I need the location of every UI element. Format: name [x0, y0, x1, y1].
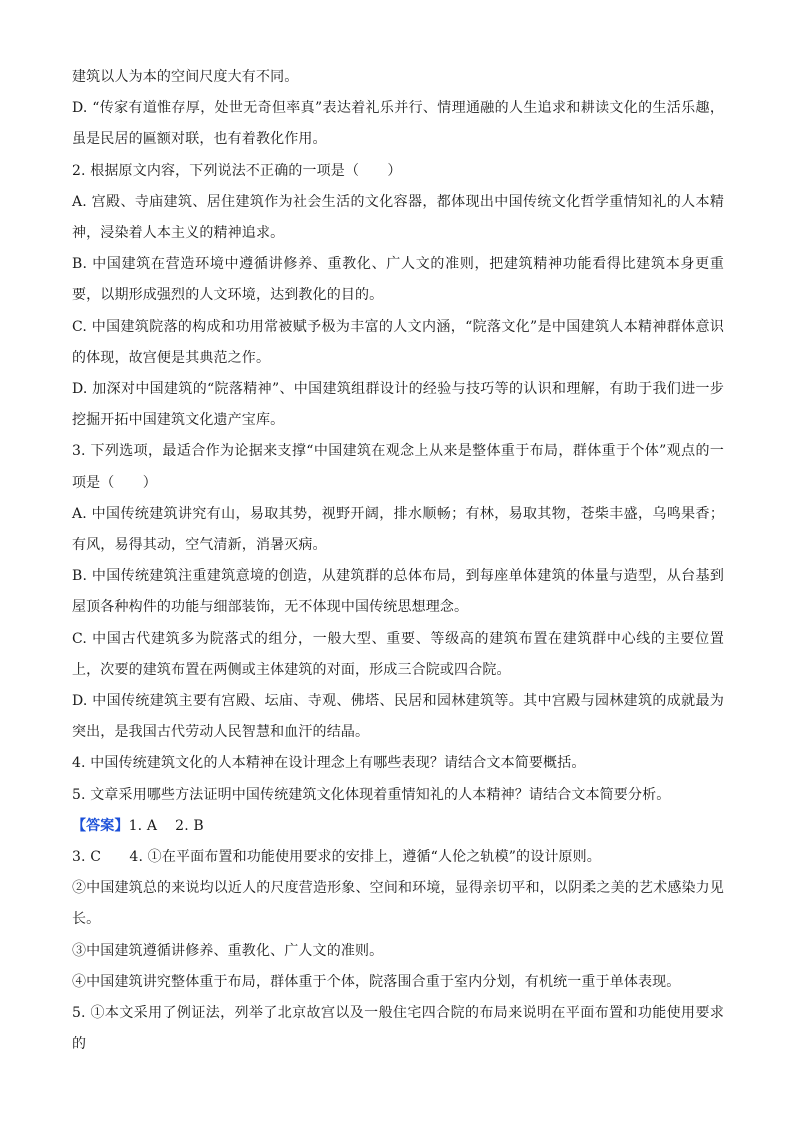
question-2-option-a: A. 宫殿、寺庙建筑、居住建筑作为社会生活的文化容器，都体现出中国传统文化哲学重情知礼的人本精神，浸染着人本主义的精神追求。 — [72, 193, 724, 242]
document-body — [72, 62, 724, 1061]
question-3: 3. 下列选项，最适合作为论据来支撑“中国建筑在观念上从来是整体重于布局，群体重于个体”观点的一项是（ ） — [72, 443, 724, 491]
answer-1: 1. A — [128, 817, 158, 834]
question-2-option-b: B. 中国建筑在营造环境中遵循讲修养、重教化、广人文的准则，把建筑精神功能看得比建筑本身更重要，以期形成强烈的人文环境，达到教化的目的。 — [72, 256, 724, 304]
question-2-option-d: D. 加深对中国建筑的“院落精神”、中国建筑组群设计的经验与技巧等的认识和理解，有助于我们进一步挖掘开拓中国建筑文化遗产宝库。 — [72, 381, 724, 429]
question-2-option-c: C. 中国建筑院落的构成和功用常被赋予极为丰富的人文内涵，“院落文化”是中国建筑人本精神群体意识的体现，故宫便是其典范之作。 — [72, 318, 724, 366]
answer-4-point-3: ③中国建筑遵循讲修养、重教化、广人文的准则。 — [72, 942, 384, 959]
answer-4-point-4: ④中国建筑讲究整体重于布局，群体重于个体，院落围合重于室内分划，有机统一重于单体表现。 — [72, 973, 681, 990]
answer-2: 2. B — [175, 817, 204, 834]
question-5: 5. 文章采用哪些方法证明中国传统建筑文化体现着重情知礼的人本精神？请结合文本简要分析。 — [72, 786, 671, 803]
question-3-option-a: A. 中国传统建筑讲究有山，易取其势，视野开阔，排水顺畅；有林，易取其物，苍柴丰盛，乌鸣果香；有风，易得其动，空气清新，消暑灭病。 — [72, 505, 724, 554]
question-3-option-d: D. 中国传统建筑主要有宫殿、坛庙、寺观、佛塔、民居和园林建筑等。其中宫殿与园林建筑的成就最为突出，是我国古代劳动人民智慧和血汗的结晶。 — [72, 693, 724, 741]
answer-4-point-2: ②中国建筑总的来说均以近人的尺度营造形象、空间和环境，显得亲切平和，以阴柔之美的艺术感染力见长。 — [72, 880, 724, 928]
question-4: 4. 中国传统建筑文化的人本精神在设计理念上有哪些表现？请结合文本简要概括。 — [72, 755, 586, 772]
answer-5-point-1: 5. ①本文采用了例证法，列举了北京故宫以及一般住宅四合院的布局来说明在平面布置和功能使用要求的 — [72, 1005, 724, 1053]
answer-3-and-4-point-1: 3. C 4. ①在平面布置和功能使用要求的安排上，遵循“人伦之轨模”的设计原则。 — [72, 849, 601, 866]
answer-line — [72, 811, 724, 842]
answer-label: 【答案】 — [72, 817, 129, 834]
option-d-previous-question: D. “传家有道惟存厚，处世无奇但率真”表达着礼乐并行、情理通融的人生追求和耕读文化的生活乐趣，虽是民居的匾额对联，也有着教化作用。 — [72, 100, 724, 148]
question-3-option-c: C. 中国古代建筑多为院落式的组分，一般大型、重要、等级高的建筑布置在建筑群中心线的主要位置上，次要的建筑布置在两侧或主体建筑的对面，形成三合院或四合院。 — [72, 630, 724, 678]
paragraph-continuation: 建筑以人为本的空间尺度大有不同。 — [72, 69, 299, 85]
question-3-option-b: B. 中国传统建筑注重建筑意境的创造，从建筑群的总体布局，到每座单体建筑的体量与造型，从台基到屋顶各种构件的功能与细部装饰，无不体现中国传统思想理念。 — [72, 568, 724, 616]
question-2: 2. 根据原文内容，下列说法不正确的一项是（ ） — [72, 162, 402, 179]
